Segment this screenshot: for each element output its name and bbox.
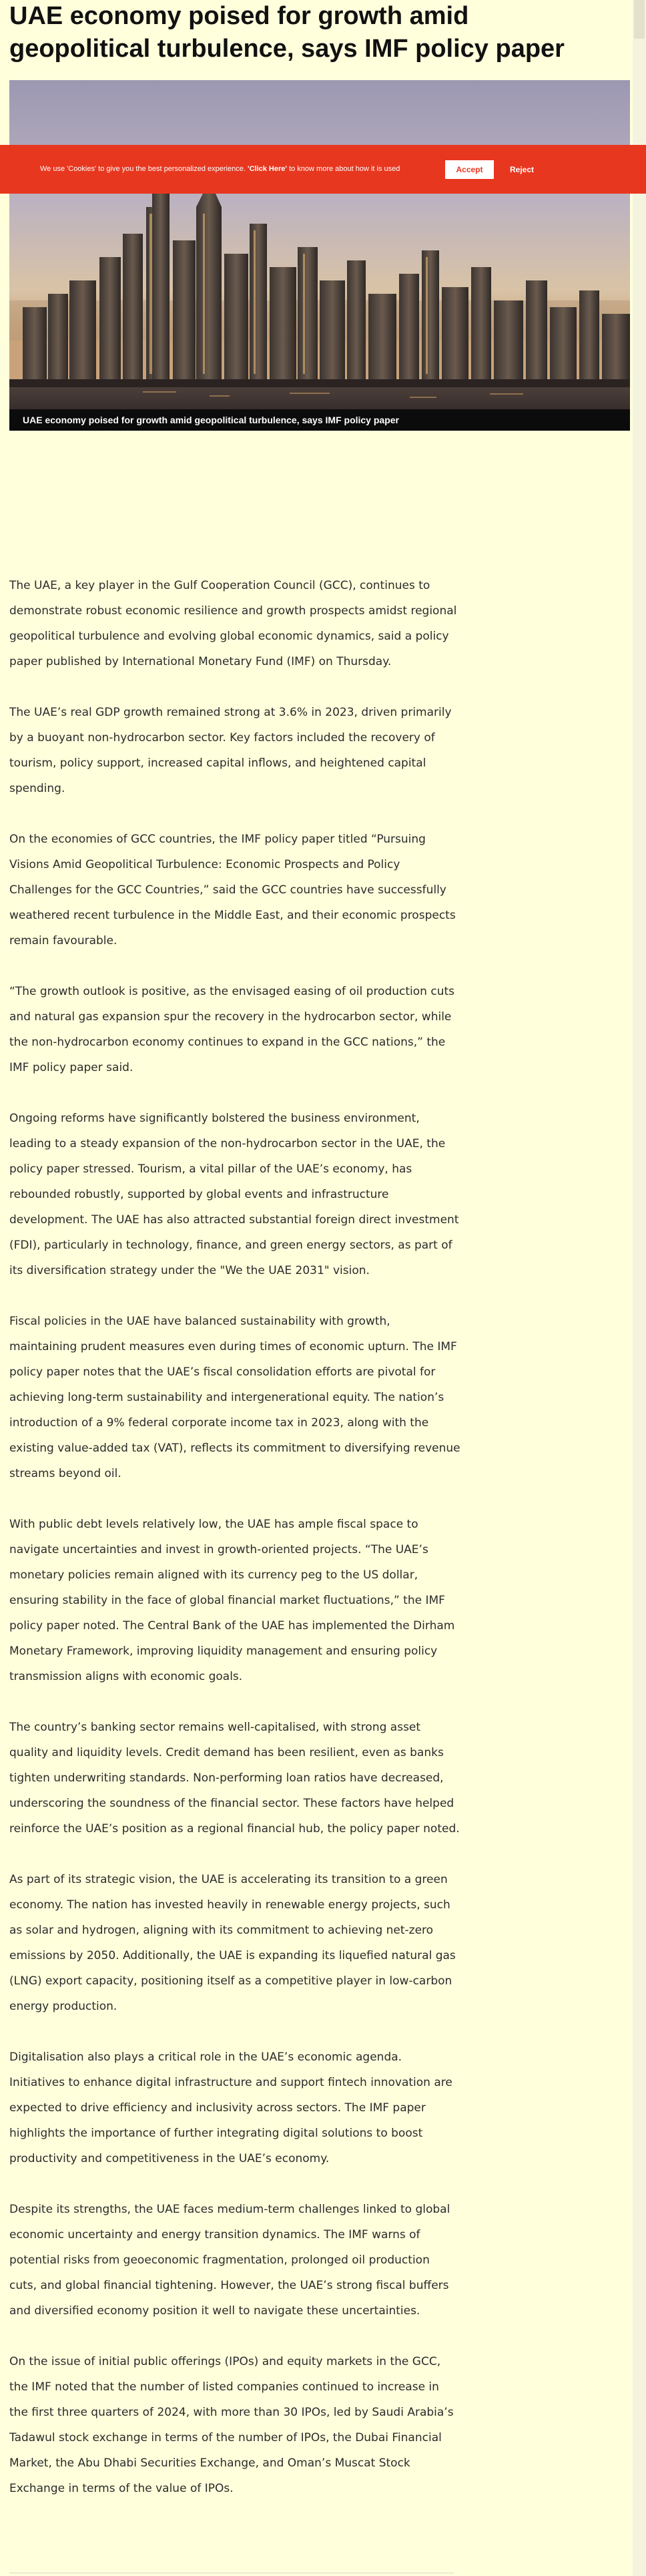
cookie-click-here-link[interactable]: 'Click Here' bbox=[247, 165, 288, 173]
article-paragraph: The country’s banking sector remains well-capitalised, with strong asset quality and liquidity levels. Credit demand has been resilient, even as banks tighten underwriting standards. Non-performing loan ratios have decreased, underscoring the soundness of the financial sector. These factors have helped reinforce the UAE’s position as a regional financial hub, the policy paper noted. bbox=[9, 1721, 460, 1836]
article-paragraph: On the economies of GCC countries, the IMF policy paper titled “Pursuing Visions Amid Geopolitical Turbulence: Economic Prospects and Policy Challenges for the GCC Countries,” said the GCC countries have successfully weathered recent turbulence in the Middle East, and their economic prospects remain favourable. bbox=[9, 833, 456, 947]
article-paragraph: With public debt levels relatively low, the UAE has ample fiscal space to navigate uncertainties and invest in growth-oriented projects. “The UAE’s monetary policies remain aligned with its currency peg to the US dollar, ensuring stability in the face of global financial market fluctuations,” the IMF policy paper noted. The Central Bank of the UAE has implemented the Dirham Monetary Framework, improving liquidity management and ensuring policy transmission aligns with economic goals. bbox=[9, 1518, 455, 1683]
scrollbar-track[interactable] bbox=[633, 0, 646, 2576]
article-paragraph: “The growth outlook is positive, as the envisaged easing of oil production cuts and natural gas expansion spur the recovery in the hydrocarbon sector, while the non-hydrocarbon economy continues to expand in the GCC nations,” the IMF policy paper said. bbox=[9, 985, 454, 1074]
article-paragraph: Ongoing reforms have significantly bolstered the business environment, leading to a steady expansion of the non-hydrocarbon sector in the UAE, the policy paper stressed. Tourism, a vital pillar of the UAE’s economy, has rebounded robustly, supported by global events and infrastructure development. The UAE has also attracted substantial foreign direct investment (FDI), particularly in technology, finance, and green energy sectors, as part of its diversification strategy under the "We the UAE 2031" vision. bbox=[9, 1112, 459, 1277]
accept-cookies-button[interactable]: Accept bbox=[445, 160, 494, 179]
article-paragraph: As part of its strategic vision, the UAE is accelerating its transition to a green economy. The nation has invested heavily in renewable energy projects, such as solar and hydrogen, aligning with its commitment to achieving net-zero emissions by 2050. Additionally, the UAE is expanding its liquefied natural gas (LNG) export capacity, positioning itself as a competitive player in low-carbon energy production. bbox=[9, 1873, 456, 2013]
image-caption: UAE economy poised for growth amid geopolitical turbulence, says IMF policy paper bbox=[9, 409, 630, 431]
article-paragraph: Digitalisation also plays a critical role in the UAE’s economic agenda. Initiatives to enhance digital infrastructure and support fintech innovation are expected to drive efficiency and inclusivity across sectors. The IMF paper highlights the importance of further integrating digital solutions to boost productivity and competitiveness in the UAE’s economy. bbox=[9, 2051, 452, 2165]
cookie-text-before: We use 'Cookies' to give you the best personalized experience. bbox=[40, 165, 248, 173]
hero-image bbox=[9, 80, 630, 431]
article-paragraph: The UAE, a key player in the Gulf Cooperation Council (GCC), continues to demonstrate robust economic resilience and growth prospects amidst regional geopolitical turbulence and evolving global economic dynamics, said a policy paper published by International Monetary Fund (IMF) on Thursday. bbox=[9, 579, 457, 668]
cookie-consent-banner bbox=[0, 145, 646, 194]
reject-cookies-button[interactable]: Reject bbox=[501, 160, 543, 179]
city-skyline-image bbox=[9, 80, 630, 431]
article-paragraph: The UAE’s real GDP growth remained strong at 3.6% in 2023, driven primarily by a buoyant non-hydrocarbon sector. Key factors included the recovery of tourism, policy support, increased capital inflows, and heightened capital spending. bbox=[9, 706, 452, 795]
article-paragraph: On the issue of initial public offerings (IPOs) and equity markets in the GCC, the IMF noted that the number of listed companies continued to increase in the first three quarters of 2024, with more than 30 IPOs, led by Saudi Arabia’s Tadawul stock exchange in terms of the number of IPOs, the Dubai Financial Market, the Abu Dhabi Securities Exchange, and Oman’s Muscat Stock Exchange in terms of the value of IPOs. bbox=[9, 2355, 454, 2495]
article-paragraph: Despite its strengths, the UAE faces medium-term challenges linked to global economic uncertainty and energy transition dynamics. The IMF warns of potential risks from geoeconomic fragmentation, prolonged oil production cuts, and global financial tightening. However, the UAE’s strong fiscal buffers and diversified economy position it well to navigate these uncertainties. bbox=[9, 2203, 450, 2318]
article-paragraph: Fiscal policies in the UAE have balanced sustainability with growth, maintaining prudent measures even during times of economic upturn. The IMF policy paper notes that the UAE’s fiscal consolidation efforts are pivotal for achieving long-term sustainability and intergenerational equity. The nation’s introduction of a 9% federal corporate income tax in 2023, along with the existing value-added tax (VAT), reflects its commitment to diversifying revenue streams beyond oil. bbox=[9, 1315, 460, 1480]
article-body bbox=[9, 573, 460, 2527]
cookie-text-after: to know more about how it is used bbox=[287, 165, 400, 173]
scrollbar-thumb[interactable] bbox=[634, 0, 645, 39]
article-headline: UAE economy poised for growth amid geopolitical turbulence, says IMF policy paper bbox=[9, 2, 565, 63]
cookie-message bbox=[40, 145, 400, 194]
